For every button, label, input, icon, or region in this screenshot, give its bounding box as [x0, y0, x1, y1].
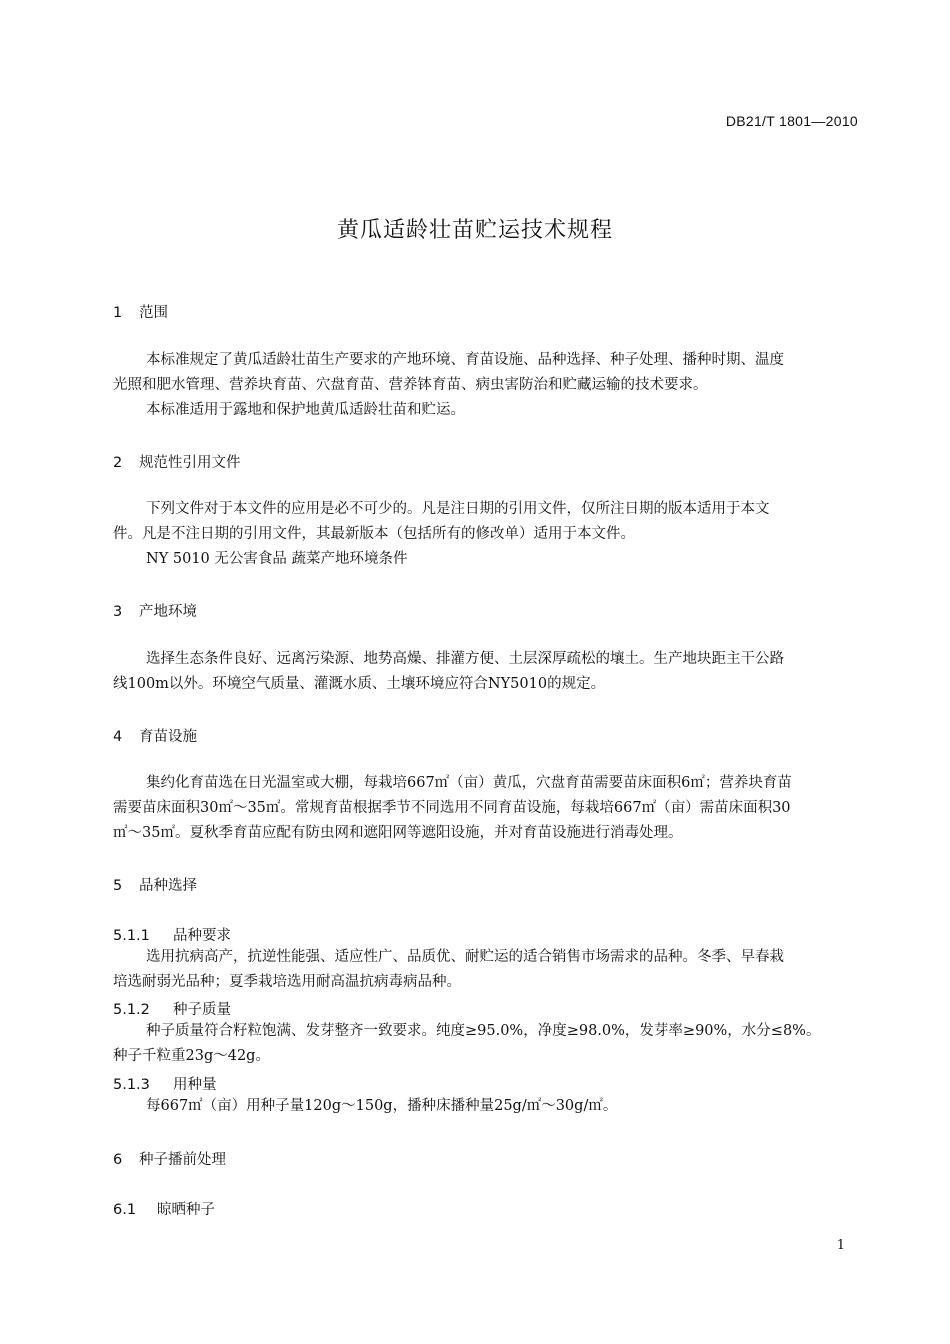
- section-2-body: [113, 497, 859, 572]
- paragraph-line: ㎡～35㎡。夏秋季育苗应配有防虫网和遮阳网等遮阳设施，并对育苗设施进行消毒处理。: [113, 825, 683, 841]
- subsection-5-1-1-body: [113, 945, 859, 995]
- subsection-title: 晾晒种子: [157, 1202, 215, 1218]
- section-title: 品种选择: [139, 878, 197, 894]
- paragraph-line: 光照和肥水管理、营养块育苗、穴盘育苗、营养钵育苗、病虫害防治和贮藏运输的技术要求。: [113, 377, 708, 393]
- subsection-title: 种子质量: [173, 1002, 231, 1018]
- section-number: 4: [113, 729, 123, 745]
- subsection-5-1-2-heading: [113, 998, 231, 1019]
- document-title: 黄瓜适龄壮苗贮运技术规程: [336, 218, 613, 243]
- section-1-body: [113, 348, 859, 423]
- section-6-heading: [113, 1148, 226, 1169]
- subsection-5-1-2-body: [113, 1019, 859, 1069]
- page-number: 1: [836, 1238, 845, 1253]
- paragraph-line: 下列文件对于本文件的应用是必不可少的。凡是注日期的引用文件，仅所注日期的版本适用于本文: [146, 501, 770, 517]
- subsection-5-1-3-body: [113, 1094, 859, 1119]
- section-3-body: [113, 647, 859, 697]
- paragraph-line: 培选耐弱光品种；夏季栽培选用耐高温抗病毒病品种。: [113, 974, 461, 990]
- section-3-heading: [113, 600, 197, 621]
- subsection-number: 5.1.2: [113, 1002, 150, 1018]
- paragraph-line: 选用抗病高产，抗逆性能强、适应性广、品质优、耐贮运的适合销售市场需求的品种。冬季、早春栽: [146, 949, 784, 965]
- paragraph-line: 件。凡是不注日期的引用文件，其最新版本（包括所有的修改单）适用于本文件。: [113, 526, 635, 542]
- section-4-body: [113, 771, 859, 846]
- section-title: 范围: [139, 305, 168, 321]
- paragraph-line: 线100m以外。环境空气质量、灌溉水质、土壤环境应符合NY5010的规定。: [113, 676, 606, 692]
- subsection-title: 用种量: [173, 1077, 217, 1093]
- normative-reference: NY 5010 无公害食品 蔬菜产地环境条件: [146, 551, 408, 567]
- paragraph-line: 集约化育苗选在日光温室或大棚，每栽培667㎡（亩）黄瓜，穴盘育苗需要苗床面积6㎡；营养块育苗: [146, 775, 792, 791]
- section-2-heading: [113, 451, 241, 472]
- section-number: 1: [113, 305, 123, 321]
- section-1-heading: [113, 301, 168, 322]
- subsection-5-1-1-heading: [113, 924, 231, 945]
- section-title: 种子播前处理: [139, 1152, 226, 1168]
- paragraph-line: 本标准规定了黄瓜适龄壮苗生产要求的产地环境、育苗设施、品种选择、种子处理、播种时期、温度: [146, 352, 784, 368]
- section-number: 5: [113, 878, 123, 894]
- subsection-number: 6.1: [113, 1202, 137, 1218]
- subsection-5-1-3-heading: [113, 1073, 217, 1094]
- paragraph-line: 本标准适用于露地和保护地黄瓜适龄壮苗和贮运。: [146, 402, 465, 418]
- paragraph-line: 种子千粒重23g～42g。: [113, 1048, 270, 1064]
- section-number: 3: [113, 604, 123, 620]
- paragraph-line: 种子质量符合籽粒饱满、发芽整齐一致要求。纯度≥95.0%，净度≥98.0%，发芽率≥90%，水分≤8%。: [146, 1023, 821, 1039]
- section-number: 6: [113, 1152, 123, 1168]
- section-5-heading: [113, 874, 197, 895]
- section-title: 产地环境: [139, 604, 197, 620]
- section-4-heading: [113, 725, 197, 746]
- standard-code: DB21/T 1801—2010: [725, 113, 858, 129]
- section-title: 育苗设施: [139, 729, 197, 745]
- subsection-number: 5.1.1: [113, 928, 150, 944]
- paragraph-line: 选择生态条件良好、远离污染源、地势高燥、排灌方便、土层深厚疏松的壤土。生产地块距主干公路: [146, 651, 784, 667]
- subsection-6-1-heading: [113, 1198, 215, 1219]
- section-number: 2: [113, 455, 123, 471]
- subsection-number: 5.1.3: [113, 1077, 150, 1093]
- paragraph-line: 每667㎡（亩）用种子量120g～150g，播种床播种量25g/㎡～30g/㎡。: [146, 1098, 618, 1114]
- paragraph-line: 需要苗床面积30㎡～35㎡。常规育苗根据季节不同选用不同育苗设施，每栽培667㎡（亩）需苗床面积30: [113, 800, 791, 816]
- section-title: 规范性引用文件: [139, 455, 241, 471]
- subsection-title: 品种要求: [173, 928, 231, 944]
